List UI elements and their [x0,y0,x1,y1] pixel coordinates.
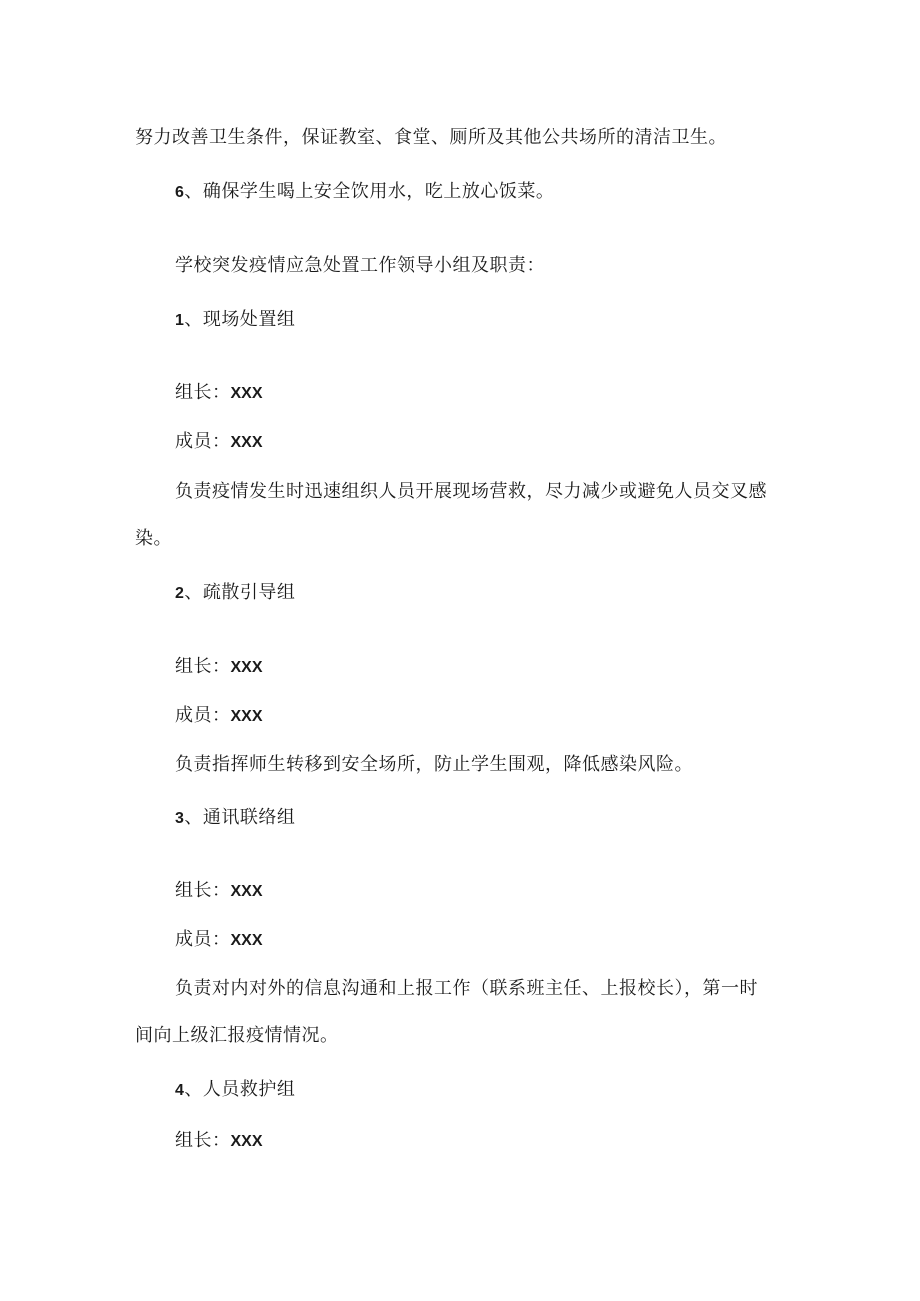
leader-name: XXX [230,1133,263,1150]
group-4-name: 、人员救护组 [184,1079,296,1100]
group-3-duty-line-1: 负责对内对外的信息沟通和上报工作（联系班主任、上报校长），第一时 [175,978,758,999]
leader-name: XXX [230,659,263,676]
group-1-leader [175,381,263,406]
member-names: XXX [230,434,263,451]
group-2-number: 2 [175,585,185,602]
group-1-duty-line-2: 染。 [135,528,172,549]
leader-label: 组长： [175,880,231,901]
group-4-number: 4 [175,1082,185,1099]
group-4-heading [175,1078,295,1103]
group-2-duty-line-1: 负责指挥师生转移到安全场所，防止学生围观，降低感染风险。 [175,754,693,775]
group-3-heading [175,806,295,831]
group-1-duty-line-1: 负责疫情发生时迅速组织人员开展现场营救，尽力减少或避免人员交叉感 [175,481,767,502]
member-names: XXX [230,708,263,725]
group-4-leader [175,1129,263,1154]
leader-name: XXX [230,883,263,900]
group-3-members [175,928,263,953]
member-label: 成员： [175,705,231,726]
leader-label: 组长： [175,1130,231,1151]
group-2-members [175,704,263,729]
member-names: XXX [230,932,263,949]
member-label: 成员： [175,929,231,950]
member-label: 成员： [175,431,231,452]
item-6 [175,180,554,205]
item-6-text: 、确保学生喝上安全饮用水，吃上放心饭菜。 [184,181,555,202]
section-title: 学校突发疫情应急处置工作领导小组及职责： [175,255,545,276]
group-3-leader [175,879,263,904]
group-2-heading [175,581,295,606]
group-2-name: 、疏散引导组 [184,582,296,603]
group-2-leader [175,655,263,680]
leader-label: 组长： [175,382,231,403]
leader-name: XXX [230,385,263,402]
group-3-number: 3 [175,810,185,827]
group-3-name: 、通讯联络组 [184,807,296,828]
item-6-number: 6 [175,184,185,201]
group-1-number: 1 [175,312,185,329]
group-1-heading [175,308,295,333]
group-1-members [175,430,263,455]
group-1-name: 、现场处置组 [184,309,296,330]
group-3-duty-line-2: 间向上级汇报疫情情况。 [135,1025,339,1046]
paragraph-hygiene: 努力改善卫生条件，保证教室、食堂、厕所及其他公共场所的清洁卫生。 [135,127,727,148]
leader-label: 组长： [175,656,231,677]
